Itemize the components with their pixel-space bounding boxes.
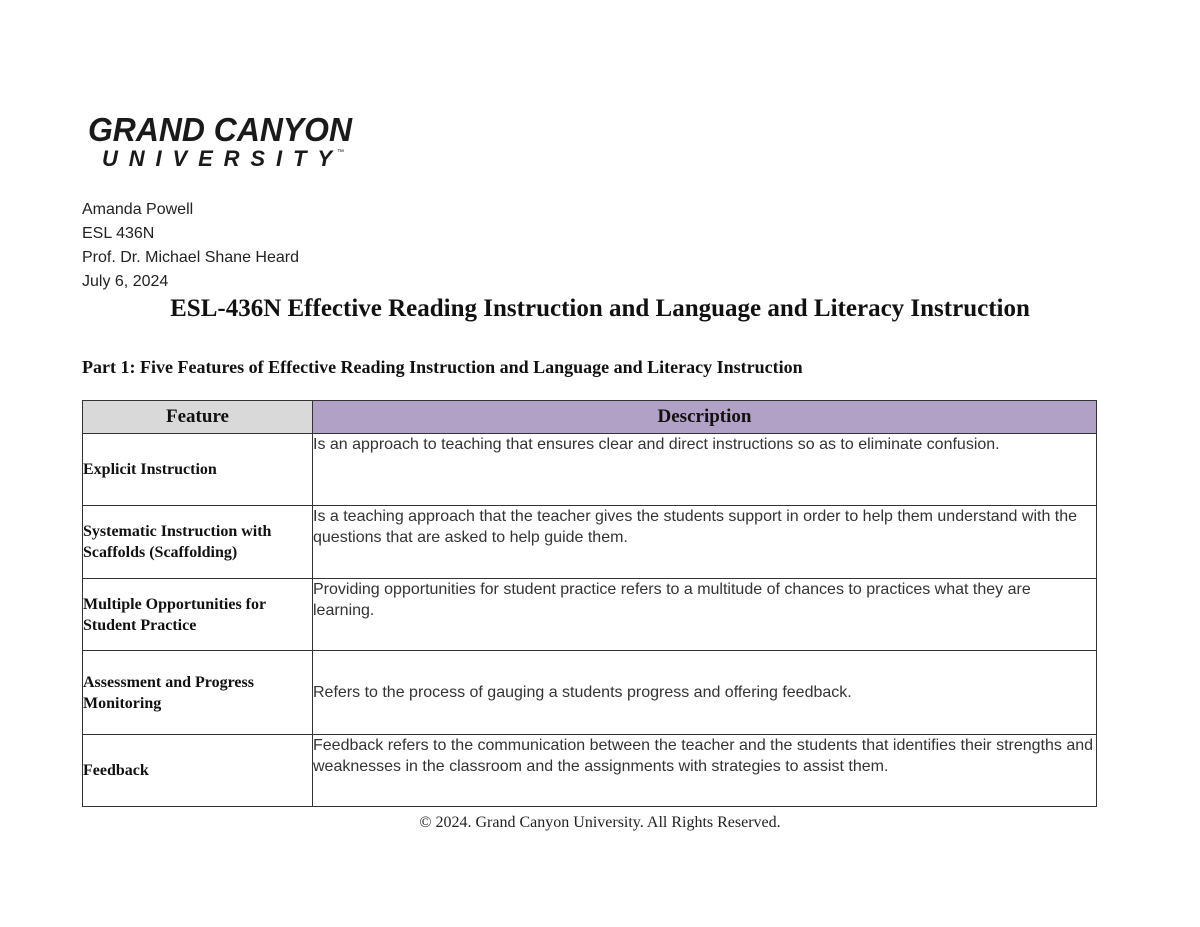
svg-text:™: ™ — [337, 149, 344, 156]
table-row — [83, 506, 1097, 579]
student-info-block — [82, 198, 299, 294]
feature-column-header: Feature — [83, 401, 313, 434]
description-cell: Is a teaching approach that the teacher gives the students support in order to help them understand with the questions that are asked to help guide them. — [313, 506, 1097, 579]
table-row — [83, 579, 1097, 651]
course-code: ESL 436N — [82, 225, 155, 242]
copyright-footer: © 2024. Grand Canyon University. All Rights Reserved. — [419, 814, 781, 831]
submission-date: July 6, 2024 — [82, 273, 169, 290]
feature-cell: Assessment and Progress Monitoring — [83, 651, 313, 735]
grand-canyon-university-logo — [86, 110, 356, 172]
features-table — [82, 400, 1097, 807]
description-column-header: Description — [313, 401, 1097, 434]
student-name: Amanda Powell — [82, 201, 194, 218]
description-cell: Is an approach to teaching that ensures clear and direct instructions so as to eliminate confusion. — [313, 434, 1097, 506]
description-cell: Providing opportunities for student practice refers to a multitude of chances to practices what they are learning. — [313, 579, 1097, 651]
svg-text:UNIVERSITY: UNIVERSITY — [102, 146, 332, 171]
instructor-name: Prof. Dr. Michael Shane Heard — [82, 249, 299, 266]
feature-cell: Systematic Instruction with Scaffolds (Scaffolding) — [83, 506, 313, 579]
part-heading: Part 1: Five Features of Effective Reading Instruction and Language and Literacy Instruction — [82, 357, 803, 377]
feature-cell: Feedback — [83, 735, 313, 807]
table-row — [83, 651, 1097, 735]
table-row — [83, 434, 1097, 506]
description-cell: Feedback refers to the communication between the teacher and the students that identifies their strengths and weaknesses in the classroom and the assignments with strategies to assist them. — [313, 735, 1097, 807]
table-header-row — [83, 401, 1097, 434]
table-row — [83, 735, 1097, 807]
feature-cell: Multiple Opportunities for Student Practice — [83, 579, 313, 651]
description-cell: Refers to the process of gauging a students progress and offering feedback. — [313, 651, 1097, 735]
feature-cell: Explicit Instruction — [83, 434, 313, 506]
svg-text:GRAND CANYON: GRAND CANYON — [88, 111, 354, 148]
document-title: ESL-436N Effective Reading Instruction and Language and Literacy Instruction — [170, 295, 1030, 322]
